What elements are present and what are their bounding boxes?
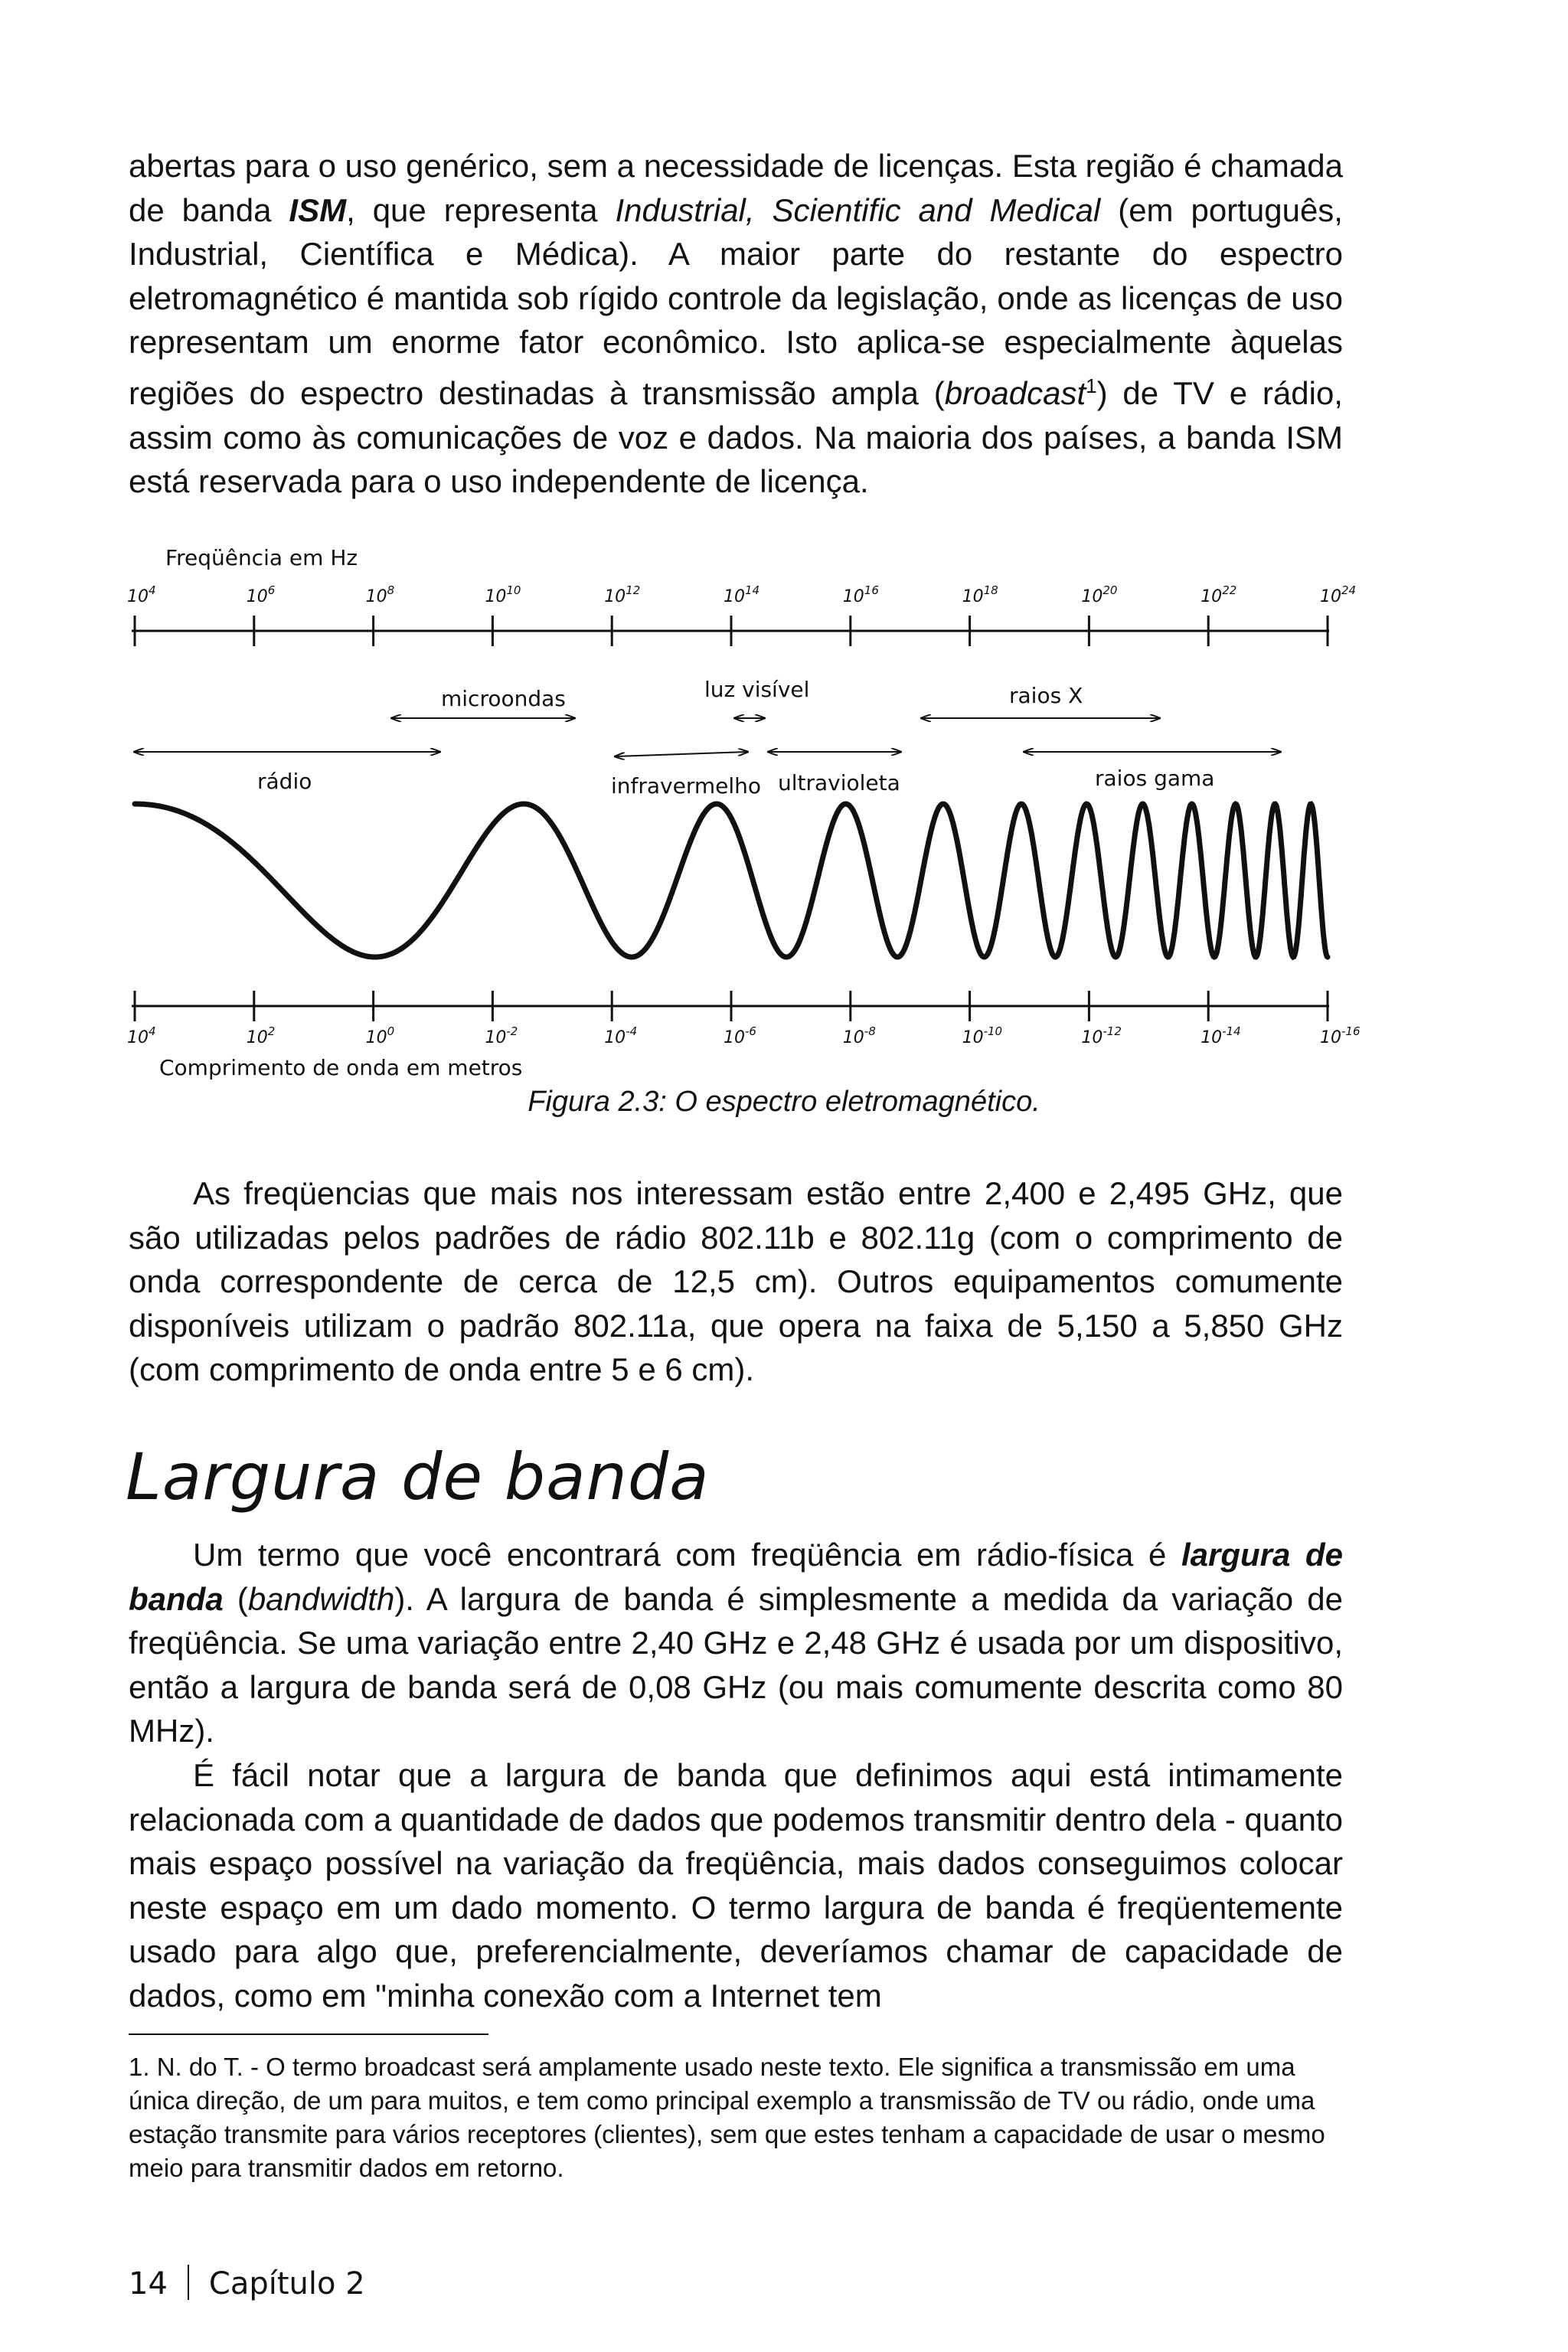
frequency-tick-label: $10^{10}$ xyxy=(485,583,521,606)
bandwidth-english-term: bandwidth xyxy=(247,1580,395,1617)
infravermelho-arrow xyxy=(616,752,747,756)
frequency-tick-label: $10^{24}$ xyxy=(1320,583,1357,606)
page-footer xyxy=(129,2265,365,2301)
frequency-tick-label: $10^{18}$ xyxy=(962,583,998,606)
wavelength-tick-label: $10^{-2}$ xyxy=(485,1024,518,1047)
wavelength-tick-label: $10^{-6}$ xyxy=(724,1024,756,1047)
frequency-tick-label: $10^{22}$ xyxy=(1200,583,1237,606)
frequency-tick-labels xyxy=(127,583,1356,606)
band-label-raios-x: raios X xyxy=(1009,683,1083,708)
footnote: 1. N. do T. - O termo broadcast será amplamente usado neste texto. Ele significa a transmissão em uma única direção, de um para muitos, e tem como principal exemplo a transmissão de TV ou rádio, onde uma estação transmite para vários receptores (clientes), sem que estes tenham a capacidade de usar o mesmo meio para transmitir dados em retorno. xyxy=(129,2053,1325,2182)
band-label-raios-gama: raios gama xyxy=(1095,766,1215,791)
frequency-tick-label: $10^{20}$ xyxy=(1081,583,1118,606)
frequency-tick-label: $10^{12}$ xyxy=(604,583,641,606)
paragraph-bandwidth-definition: Um termo que você encontrará com freqüência em rádio-física é largura de banda (bandwidth). A largura de banda é simplesmente a medida da variação de freqüência. Se uma variação entre 2,40 GHz e 2,48 GHz é usada por um dispositivo, então a largura de banda será de 0,08 GHz (ou mais comumente descrita como 80 MHz). xyxy=(129,1537,1343,1749)
wave-curve xyxy=(135,804,1328,957)
frequency-tick-label: $10^4$ xyxy=(127,583,156,606)
paragraph-frequencies: As freqüencias que mais nos interessam estão entre 2,400 e 2,495 GHz, que são utilizadas pelos padrões de rádio 802.11b e 802.11g (com o comprimento de onda correspondente de cerca de 12,5 cm). Outros equipamentos comumente disponíveis utilizam o padrão 802.11a, que opera na faixa de 5,150 a 5,850 GHz (com comprimento de onda entre 5 e 6 cm). xyxy=(129,1175,1343,1388)
frequency-tick-label: $10^6$ xyxy=(246,583,276,606)
wavelength-tick-label: $10^{-4}$ xyxy=(604,1024,638,1047)
footnote-marker[interactable]: 1 xyxy=(1086,374,1097,397)
frequency-tick-label: $10^{14}$ xyxy=(724,583,760,606)
broadcast-term: broadcast xyxy=(944,374,1086,411)
wavelength-tick-label: $10^{-8}$ xyxy=(842,1024,876,1047)
ism-expansion: Industrial, Scientific and Medical xyxy=(615,191,1101,228)
band-label-luz-visivel: luz visível xyxy=(704,677,810,702)
wavelength-tick-label: $10^{-10}$ xyxy=(962,1024,1003,1047)
section-title: Largura de banda xyxy=(126,1439,710,1514)
wavelength-tick-label: $10^{-14}$ xyxy=(1200,1024,1241,1047)
wavelength-axis-title: Comprimento de onda em metros xyxy=(159,1055,523,1080)
band-label-radio: rádio xyxy=(257,769,312,794)
wavelength-tick-label: $10^4$ xyxy=(127,1024,156,1047)
footnote-rule xyxy=(129,2034,488,2035)
ism-term: ISM xyxy=(289,191,347,228)
band-label-infravermelho: infravermelho xyxy=(611,773,762,799)
wavelength-tick-label: $10^2$ xyxy=(246,1024,276,1047)
paragraph-ism-intro: abertas para o uso genérico, sem a necessidade de licenças. Esta região é chamada de banda ISM, que representa Industrial, Scientific and Medical (em português, Industrial, Científica e Médica). A maior parte do restante do espectro eletromagnético é mantida sob rígido controle da legislação, onde as licenças de uso representam um enorme fator econômico. Isto aplica-se especialmente àquelas regiões do espectro destinadas à transmissão ampla (broadcast$^1$) de TV e rádio, assim como às comunicações de voz e dados. Na maioria dos países, a banda ISM está reservada para o uso independente de licença. xyxy=(129,148,1343,500)
wavelength-tick-labels xyxy=(127,1024,1361,1047)
frequency-tick-label: $10^{16}$ xyxy=(842,583,879,606)
frequency-tick-label: $10^8$ xyxy=(365,583,395,606)
spectrum-figure xyxy=(0,0,1568,1087)
footer-separator xyxy=(188,2265,189,2300)
paragraph-bandwidth-capacity: É fácil notar que a largura de banda que definimos aqui está intimamente relacionada com a quantidade de dados que podemos transmitir dentro dela - quanto mais espaço possível na variação da freqüência, mais dados conseguimos colocar neste espaço em um dado momento. O termo largura de banda é freqüentemente usado para algo que, preferencialmente, deveríamos chamar de capacidade de dados, como em "minha conexão com a Internet tem xyxy=(129,1757,1343,2014)
wavelength-tick-label: $10^{-16}$ xyxy=(1320,1024,1361,1047)
frequency-axis-title: Freqüência em Hz xyxy=(165,545,358,570)
page-number: 14 xyxy=(129,2266,168,2301)
chapter-label: Capítulo 2 xyxy=(208,2266,365,2301)
wavelength-tick-label: $10^{-12}$ xyxy=(1081,1024,1122,1047)
wavelength-tick-label: $10^0$ xyxy=(365,1024,395,1047)
band-label-microondas: microondas xyxy=(441,686,566,711)
band-label-ultravioleta: ultravioleta xyxy=(778,770,900,795)
figure-caption: Figura 2.3: O espectro eletromagnético. xyxy=(528,1086,1040,1118)
bandwidth-term: largura de banda xyxy=(129,1537,1343,1617)
